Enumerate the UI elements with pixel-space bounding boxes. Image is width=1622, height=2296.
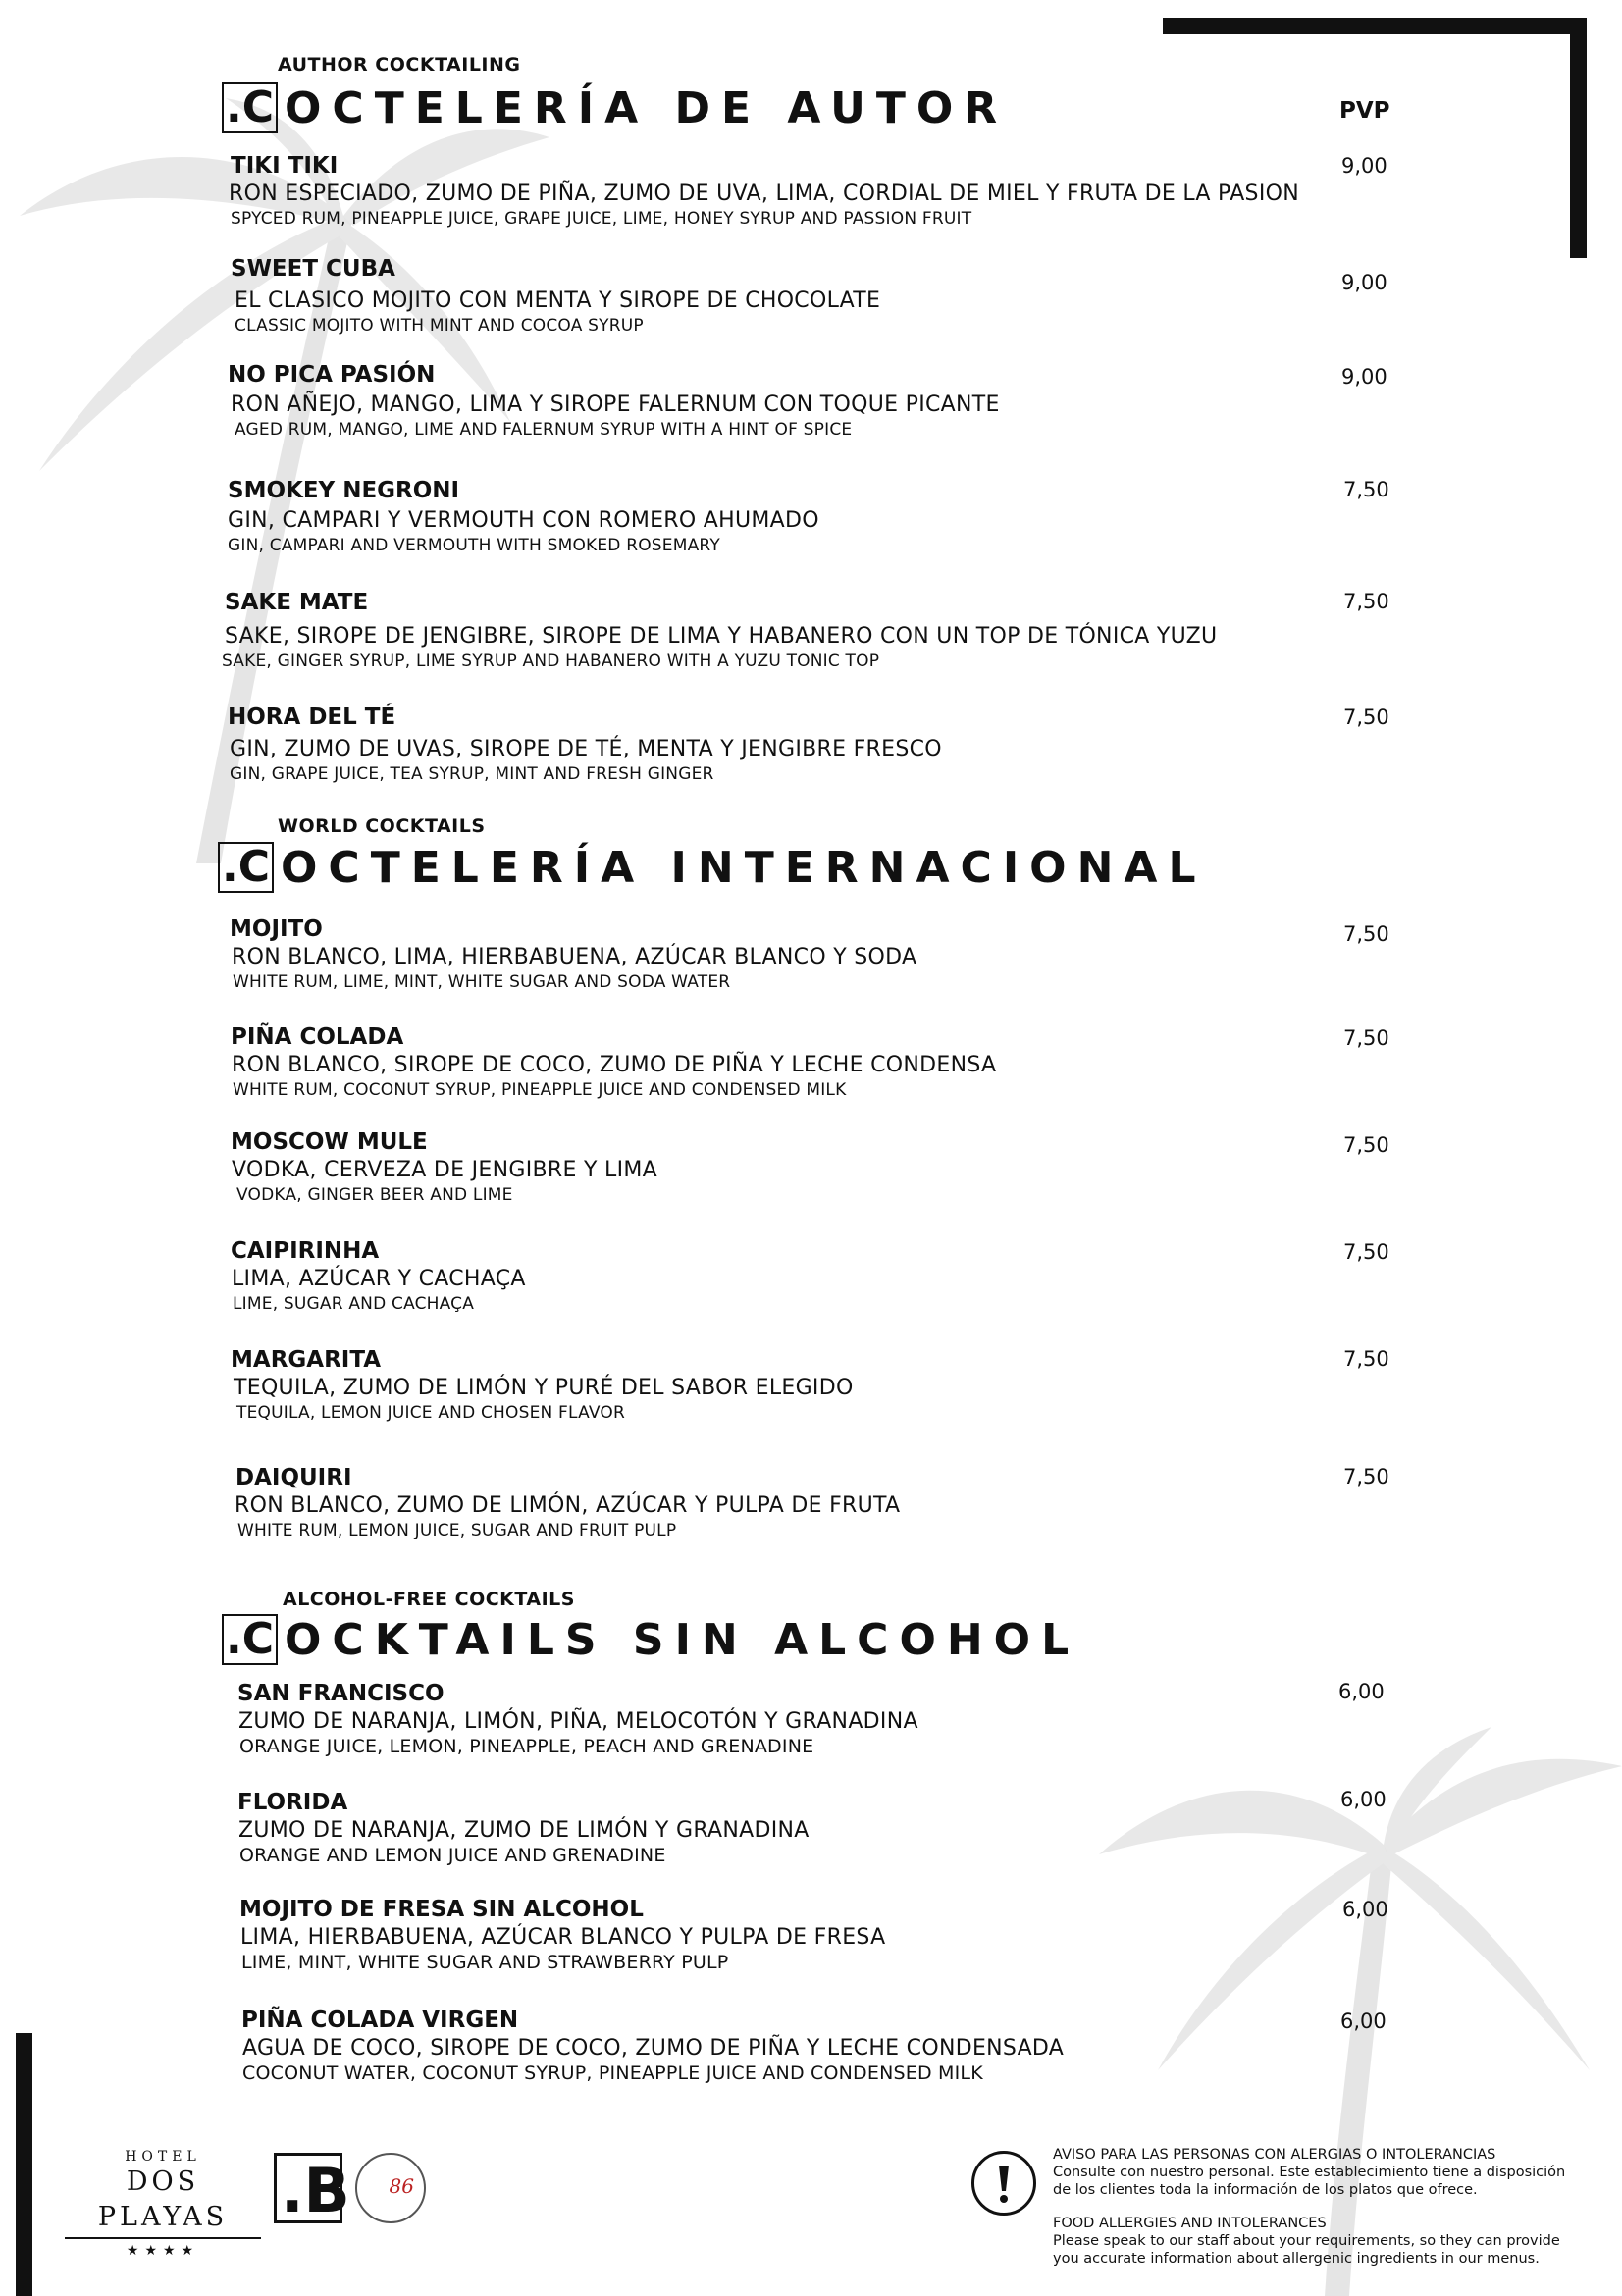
item-description-es: RON BLANCO, ZUMO DE LIMÓN, AZÚCAR Y PULPA DE FRUTA bbox=[235, 1493, 901, 1518]
item-description-es: GIN, CAMPARI Y VERMOUTH CON ROMERO AHUMADO bbox=[228, 508, 819, 533]
section-subtitle: WORLD COCKTAILS bbox=[278, 815, 486, 837]
menu-item bbox=[222, 588, 1218, 672]
logo-hotel-name: DOS PLAYAS bbox=[97, 2166, 229, 2232]
allergy-notice-es-line2: de los clientes toda la información de los platos que ofrece. bbox=[1053, 2182, 1478, 2198]
menu-item bbox=[239, 1895, 885, 1973]
item-name: SWEET CUBA bbox=[231, 256, 395, 282]
price-column-header: PVP bbox=[1339, 98, 1390, 124]
menu-item bbox=[231, 1345, 854, 1424]
item-price: 7,50 bbox=[1343, 705, 1389, 729]
item-description-es: RON BLANCO, LIMA, HIERBABUENA, AZÚCAR BLANCO Y SODA bbox=[232, 945, 917, 969]
section-title-initial-box: .C bbox=[222, 82, 278, 133]
item-name: PIÑA COLADA VIRGEN bbox=[241, 2008, 519, 2033]
item-price: 9,00 bbox=[1341, 271, 1387, 294]
frame-corner-bottom-left bbox=[16, 2033, 32, 2296]
menu-item bbox=[228, 703, 942, 785]
item-name: CAIPIRINHA bbox=[231, 1238, 380, 1264]
logo-hotel-label: HOTEL bbox=[125, 2149, 201, 2165]
menu-item bbox=[231, 1022, 996, 1101]
item-description-es: GIN, ZUMO DE UVAS, SIROPE DE TÉ, MENTA Y JENGIBRE FRESCO bbox=[230, 737, 942, 761]
item-price: 9,00 bbox=[1341, 365, 1387, 389]
item-price: 6,00 bbox=[1338, 1680, 1385, 1703]
allergy-notice-en-line2: you accurate information about allergenic ingredients in our menus. bbox=[1053, 2251, 1540, 2267]
logo-divider bbox=[65, 2237, 261, 2239]
item-description-en: WHITE RUM, LIME, MINT, WHITE SUGAR AND SODA WATER bbox=[233, 972, 731, 992]
item-description-es: ZUMO DE NARANJA, ZUMO DE LIMÓN Y GRANADINA bbox=[238, 1818, 810, 1843]
section-title: .C OCKTAILS SIN ALCOHOL bbox=[222, 1614, 1079, 1665]
item-description-en: GIN, GRAPE JUICE, TEA SYRUP, MINT AND FRESH GINGER bbox=[230, 764, 714, 784]
section-title-initial-box: .C bbox=[222, 1614, 278, 1665]
item-price: 7,50 bbox=[1343, 1240, 1389, 1264]
item-description-en: ORANGE JUICE, LEMON, PINEAPPLE, PEACH AND GRENADINE bbox=[239, 1736, 814, 1757]
item-description-en: SPYCED RUM, PINEAPPLE JUICE, GRAPE JUICE, LIME, HONEY SYRUP AND PASSION FRUIT bbox=[231, 209, 972, 229]
allergy-notice-en-title: FOOD ALLERGIES AND INTOLERANCES bbox=[1053, 2216, 1327, 2231]
warning-icon bbox=[971, 2151, 1036, 2216]
menu-item bbox=[228, 476, 819, 556]
menu-item bbox=[231, 151, 1299, 230]
item-description-en: AGED RUM, MANGO, LIME AND FALERNUM SYRUP WITH A HINT OF SPICE bbox=[235, 420, 853, 440]
item-name: MOJITO DE FRESA SIN ALCOHOL bbox=[239, 1897, 644, 1922]
item-description-es: SAKE, SIROPE DE JENGIBRE, SIROPE DE LIMA Y HABANERO CON UN TOP DE TÓNICA YUZU bbox=[225, 624, 1218, 649]
item-name: MOSCOW MULE bbox=[231, 1129, 428, 1155]
item-name: NO PICA PASIÓN bbox=[228, 362, 436, 388]
section-subtitle: AUTHOR COCKTAILING bbox=[278, 54, 521, 76]
item-description-en: WHITE RUM, LEMON JUICE, SUGAR AND FRUIT PULP bbox=[237, 1521, 677, 1540]
item-name: MOJITO bbox=[230, 916, 323, 942]
item-description-es: EL CLASICO MOJITO CON MENTA Y SIROPE DE CHOCOLATE bbox=[235, 288, 881, 313]
allergy-notice-es-line1: Consulte con nuestro personal. Este establecimiento tiene a disposición bbox=[1053, 2165, 1566, 2180]
section-title: .C OCTELERÍA DE AUTOR bbox=[222, 82, 1008, 133]
item-price: 7,50 bbox=[1343, 590, 1389, 613]
item-description-es: TEQUILA, ZUMO DE LIMÓN Y PURÉ DEL SABOR ELEGIDO bbox=[234, 1376, 854, 1400]
section-subtitle: ALCOHOL-FREE COCKTAILS bbox=[283, 1589, 575, 1610]
item-price: 9,00 bbox=[1341, 154, 1387, 178]
menu-item bbox=[231, 1127, 657, 1206]
b-logo: .B bbox=[274, 2153, 342, 2223]
item-price: 7,50 bbox=[1343, 1026, 1389, 1050]
item-name: FLORIDA bbox=[237, 1790, 348, 1815]
menu-item bbox=[231, 254, 880, 337]
allergy-notice-es-title: AVISO PARA LAS PERSONAS CON ALERGIAS O INTOLERANCIAS bbox=[1053, 2147, 1496, 2163]
menu-item bbox=[231, 1236, 526, 1315]
item-price: 7,50 bbox=[1343, 1133, 1389, 1157]
item-description-es: ZUMO DE NARANJA, LIMÓN, PIÑA, MELOCOTÓN Y GRANADINA bbox=[238, 1709, 918, 1734]
86-logo bbox=[355, 2153, 426, 2223]
item-description-en: TEQUILA, LEMON JUICE AND CHOSEN FLAVOR bbox=[236, 1403, 625, 1423]
menu-item bbox=[237, 1679, 918, 1757]
allergy-notice-es bbox=[1053, 2146, 1565, 2199]
item-description-en: WHITE RUM, COCONUT SYRUP, PINEAPPLE JUICE AND CONDENSED MILK bbox=[233, 1080, 847, 1100]
item-name: DAIQUIRI bbox=[235, 1465, 352, 1490]
item-price: 7,50 bbox=[1343, 1347, 1389, 1371]
menu-item bbox=[237, 1788, 810, 1866]
item-name: MARGARITA bbox=[231, 1347, 382, 1373]
item-name: SAKE MATE bbox=[225, 590, 369, 615]
item-description-en: ORANGE AND LEMON JUICE AND GRENADINE bbox=[239, 1845, 666, 1866]
logo-86-number: 86 bbox=[389, 2174, 414, 2198]
item-price: 6,00 bbox=[1342, 1898, 1388, 1921]
item-name: SMOKEY NEGRONI bbox=[228, 478, 460, 503]
section-title: .C OCTELERÍA INTERNACIONAL bbox=[218, 842, 1207, 893]
item-description-en: COCONUT WATER, COCONUT SYRUP, PINEAPPLE JUICE AND CONDENSED MILK bbox=[242, 2062, 983, 2084]
item-name: TIKI TIKI bbox=[231, 153, 339, 179]
item-price: 7,50 bbox=[1343, 1465, 1389, 1488]
item-price: 7,50 bbox=[1343, 922, 1389, 946]
item-description-en: VODKA, GINGER BEER AND LIME bbox=[236, 1185, 513, 1205]
logo-hotel-stars: ★★★★ bbox=[126, 2243, 200, 2259]
item-price: 6,00 bbox=[1340, 1788, 1387, 1811]
item-description-es: AGUA DE COCO, SIROPE DE COCO, ZUMO DE PIÑA Y LECHE CONDENSADA bbox=[242, 2036, 1065, 2061]
item-description-es: RON AÑEJO, MANGO, LIMA Y SIROPE FALERNUM CON TOQUE PICANTE bbox=[231, 392, 1000, 417]
hotel-dos-playas-logo bbox=[65, 2149, 261, 2259]
item-description-en: LIME, MINT, WHITE SUGAR AND STRAWBERRY PULP bbox=[241, 1952, 729, 1973]
item-name: SAN FRANCISCO bbox=[237, 1681, 445, 1706]
item-description-es: LIMA, AZÚCAR Y CACHAÇA bbox=[232, 1267, 526, 1291]
menu-item bbox=[241, 2006, 1064, 2084]
item-description-en: GIN, CAMPARI AND VERMOUTH WITH SMOKED ROSEMARY bbox=[228, 536, 720, 555]
item-description-en: SAKE, GINGER SYRUP, LIME SYRUP AND HABANERO WITH A YUZU TONIC TOP bbox=[222, 652, 880, 671]
item-description-es: RON BLANCO, SIROPE DE COCO, ZUMO DE PIÑA Y LECHE CONDENSA bbox=[232, 1053, 997, 1077]
allergy-notice-en bbox=[1053, 2215, 1560, 2268]
item-description-es: RON ESPECIADO, ZUMO DE PIÑA, ZUMO DE UVA, LIMA, CORDIAL DE MIEL Y FRUTA DE LA PASION bbox=[229, 182, 1299, 206]
item-description-en: CLASSIC MOJITO WITH MINT AND COCOA SYRUP bbox=[235, 316, 644, 336]
section-title-initial-box: .C bbox=[218, 842, 274, 893]
frame-corner-top-right-side bbox=[1570, 18, 1587, 258]
item-name: PIÑA COLADA bbox=[231, 1024, 404, 1050]
item-price: 6,00 bbox=[1340, 2009, 1387, 2033]
menu-item bbox=[230, 914, 916, 993]
menu-item bbox=[228, 360, 1000, 441]
menu-item bbox=[235, 1463, 900, 1541]
allergy-notice-en-line1: Please speak to our staff about your requirements, so they can provide bbox=[1053, 2233, 1560, 2249]
item-name: HORA DEL TÉ bbox=[228, 704, 396, 730]
item-price: 7,50 bbox=[1343, 478, 1389, 501]
item-description-es: LIMA, HIERBABUENA, AZÚCAR BLANCO Y PULPA DE FRESA bbox=[240, 1925, 886, 1950]
item-description-en: LIME, SUGAR AND CACHAÇA bbox=[233, 1294, 475, 1314]
item-description-es: VODKA, CERVEZA DE JENGIBRE Y LIMA bbox=[232, 1158, 658, 1182]
frame-corner-top-right bbox=[1163, 18, 1587, 34]
